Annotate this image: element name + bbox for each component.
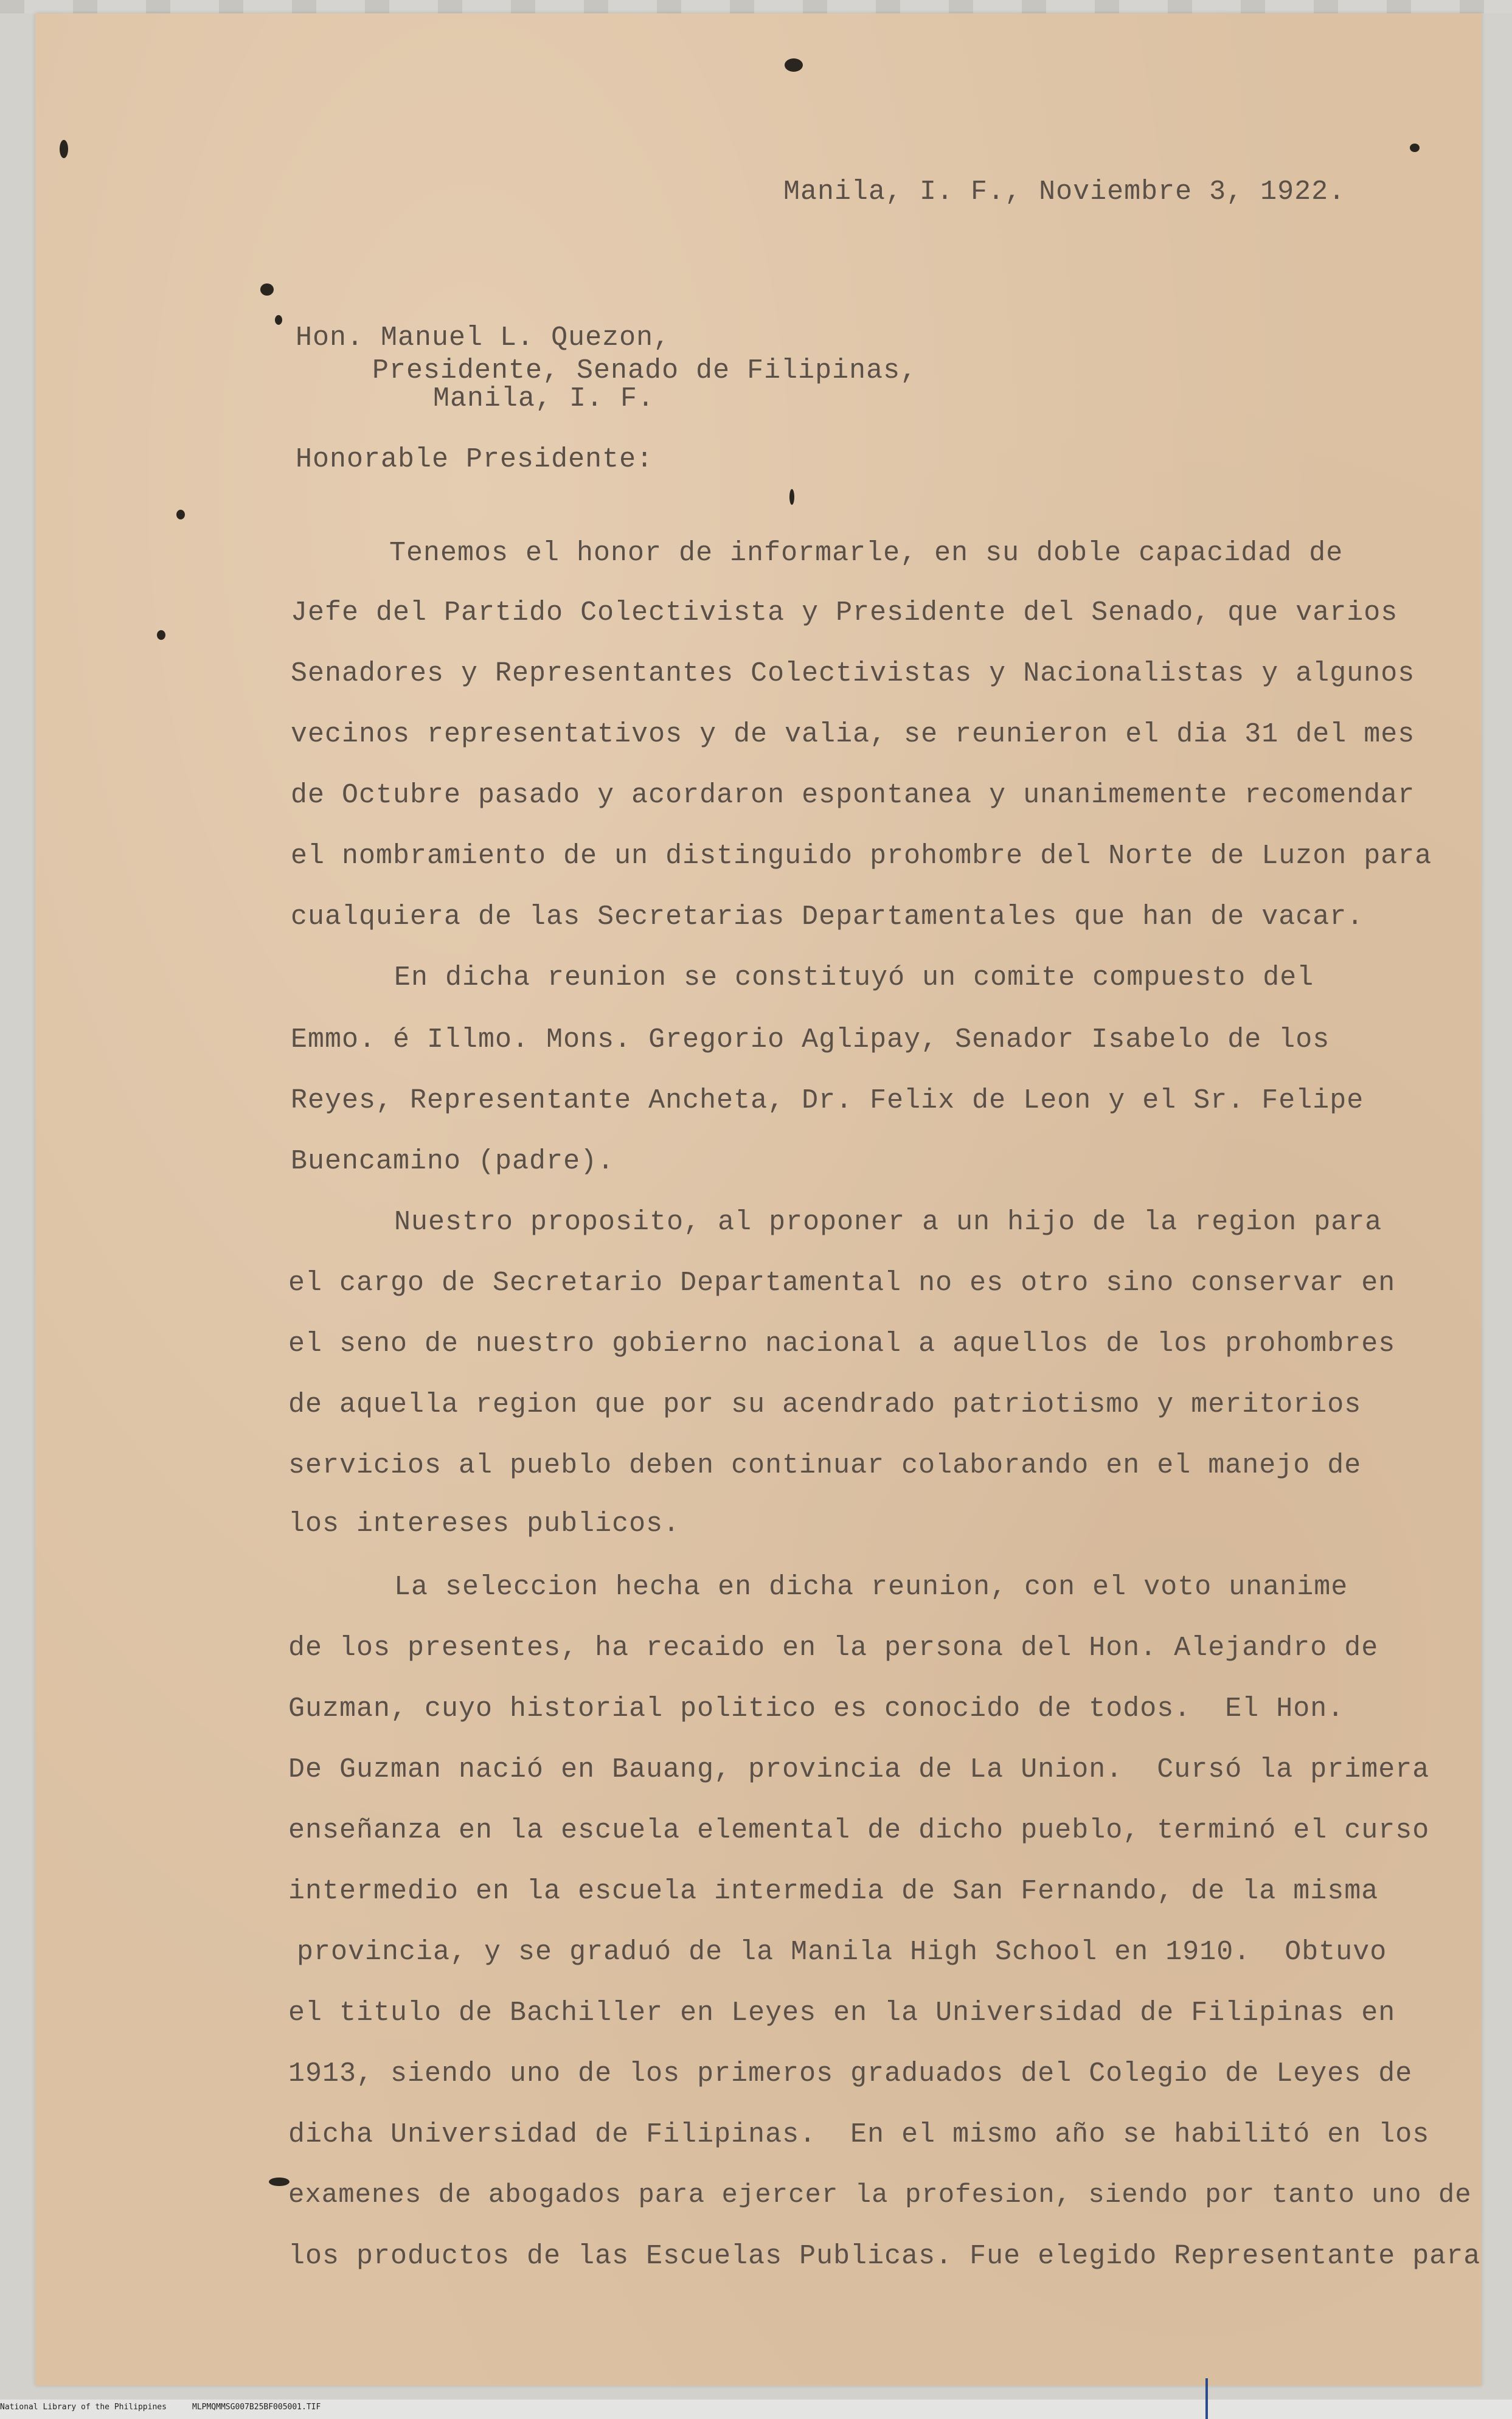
body-line: Emmo. é Illmo. Mons. Gregorio Aglipay, Senador Isabelo de los [291,1024,1330,1055]
recipient-name: Hon. Manuel L. Quezon, [296,322,671,353]
body-line: En dicha reunion se constituyó un comite compuesto del [394,962,1314,993]
file-id: MLPMQMMSG007B25BF005001.TIF [192,2403,321,2412]
ink-spot [785,58,803,72]
body-line: Jefe del Partido Colectivista y Presidente del Senado, que varios [291,597,1398,628]
body-line: Senadores y Representantes Colectivistas y Nacionalistas y algunos [291,658,1415,689]
body-line: el titulo de Bachiller en Leyes en la Universidad de Filipinas en [288,1997,1396,2029]
ink-spot [260,283,274,296]
body-line: enseñanza en la escuela elemental de dicho pueblo, terminó el curso [288,1815,1430,1846]
ink-spot [269,2178,290,2186]
body-line: de aquella region que por su acendrado patriotismo y meritorios [288,1389,1362,1420]
body-line: Buencamino (padre). [291,1146,615,1177]
body-line: el nombramiento de un distinguido prohombre del Norte de Luzon para [291,841,1432,872]
ink-spot [60,140,68,158]
body-line: Guzman, cuyo historial politico es conocido de todos. El Hon. [288,1693,1345,1724]
recipient-title: Presidente, Senado de Filipinas, [372,355,918,386]
body-line: los intereses publicos. [288,1508,681,1539]
body-line: Nuestro proposito, al proponer a un hijo de la region para [394,1207,1382,1238]
body-line: cualquiera de las Secretarias Departamentales que han de vacar. [291,901,1364,932]
library-credit: National Library of the Philippines [0,2403,167,2412]
body-line: Tenemos el honor de informarle, en su doble capacidad de [389,538,1344,569]
body-line: el cargo de Secretario Departamental no es otro sino conservar en [288,1268,1396,1299]
ink-spot [176,510,185,519]
body-line: Reyes, Representante Ancheta, Dr. Felix de Leon y el Sr. Felipe [291,1085,1364,1116]
body-line: provincia, y se graduó de la Manila High School en 1910. Obtuvo [297,1937,1387,1968]
scanner-edge [0,0,1512,13]
body-line: examenes de abogados para ejercer la profesion, siendo por tanto uno de [288,2180,1472,2210]
body-line: vecinos representativos y de valia, se reunieron el dia 31 del mes [291,719,1415,750]
recipient-city: Manila, I. F. [433,383,655,414]
ink-spot [1410,144,1420,152]
letter-date: Manila, I. F., Noviembre 3, 1922. [783,176,1346,207]
body-line: de los presentes, ha recaido en la persona del Hon. Alejandro de [288,1633,1379,1664]
ink-spot [789,489,794,505]
scan-edge-rule [1205,2378,1208,2419]
salutation: Honorable Presidente: [296,444,654,475]
body-line: 1913, siendo uno de los primeros graduados del Colegio de Leyes de [288,2058,1413,2089]
ink-spot [157,630,165,640]
body-line: el seno de nuestro gobierno nacional a aquellos de los prohombres [288,1328,1396,1359]
body-line: de Octubre pasado y acordaron espontanea y unanimemente recomendar [291,780,1415,811]
body-line: servicios al pueblo deben continuar colaborando en el manejo de [288,1450,1362,1481]
body-line: dicha Universidad de Filipinas. En el mismo año se habilitó en los [288,2119,1430,2150]
body-line: De Guzman nació en Bauang, provincia de La Union. Cursó la primera [288,1754,1430,1785]
ink-spot [275,315,282,325]
body-line: La seleccion hecha en dicha reunion, con el voto unanime [394,1572,1348,1603]
body-line: los productos de las Escuelas Publicas. Fue elegido Representante para [288,2241,1481,2272]
body-line: intermedio en la escuela intermedia de San Fernando, de la misma [288,1876,1379,1907]
